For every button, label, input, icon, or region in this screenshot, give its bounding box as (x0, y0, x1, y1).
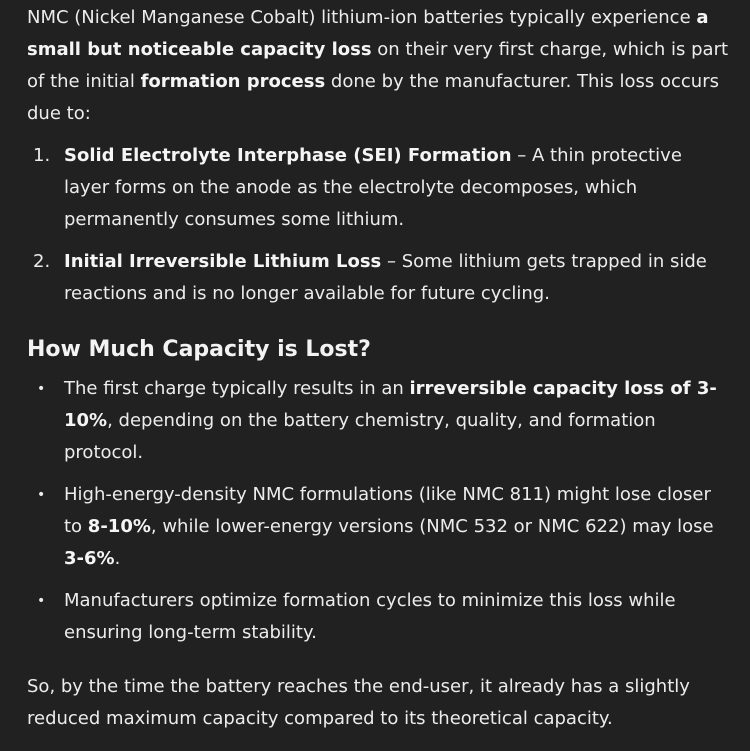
intro-paragraph (27, 2, 732, 130)
list-item (27, 373, 732, 469)
list-item-text: The first charge typically results in an (64, 378, 410, 399)
list-number: 1. (33, 145, 51, 166)
list-item-text: Manufacturers optimize formation cycles to minimize this loss while ensuring long-term stability. (64, 590, 676, 643)
list-item-text: – Some lithium gets trapped in side reactions and is no longer available for future cycling. (64, 251, 707, 304)
list-item-title: Solid Electrolyte Interphase (SEI) Formation (64, 145, 512, 166)
list-item (27, 479, 732, 575)
causes-list (27, 140, 732, 310)
list-item (27, 246, 732, 310)
intro-text: on their very first charge, which is part of the initial (27, 39, 729, 92)
conclusion-paragraph: So, by the time the battery reaches the end-user, it already has a slightly reduced maximum capacity compared to its theoretical capacity. (27, 676, 690, 729)
list-item-text: , depending on the battery chemistry, quality, and formation protocol. (64, 410, 656, 463)
list-item-bold-text: 8-10% (87, 516, 151, 537)
list-item-text: – A thin protective layer forms on the anode as the electrolyte decomposes, which permanently consumes some lithium. (64, 145, 682, 230)
intro-bold-text: a small but noticeable capacity loss (27, 7, 709, 60)
list-item (27, 585, 732, 649)
list-item (27, 140, 732, 236)
capacity-loss-list (27, 373, 732, 649)
list-item-text: . (114, 548, 121, 569)
bullet-icon: • (37, 593, 46, 609)
list-item-text: , while lower-energy versions (NMC 532 or NMC 622) may lose (150, 516, 714, 537)
list-item-title: Initial Irreversible Lithium Loss (64, 251, 382, 272)
list-item-text: High-energy-density NMC formulations (like NMC 811) might lose closer to (64, 484, 711, 537)
intro-text: done by the manufacturer. This loss occurs due to: (27, 71, 719, 124)
bullet-icon: • (37, 487, 46, 503)
intro-text: NMC (Nickel Manganese Cobalt) lithium-ion batteries typically experience (27, 7, 697, 28)
bullet-icon: • (37, 381, 46, 397)
list-number: 2. (33, 251, 51, 272)
intro-bold-text: formation process (140, 71, 326, 92)
list-item-bold-text: 3-6% (64, 548, 115, 569)
list-item-bold-text: irreversible capacity loss of 3-10% (64, 378, 717, 431)
section-heading: How Much Capacity is Lost? (27, 337, 371, 362)
